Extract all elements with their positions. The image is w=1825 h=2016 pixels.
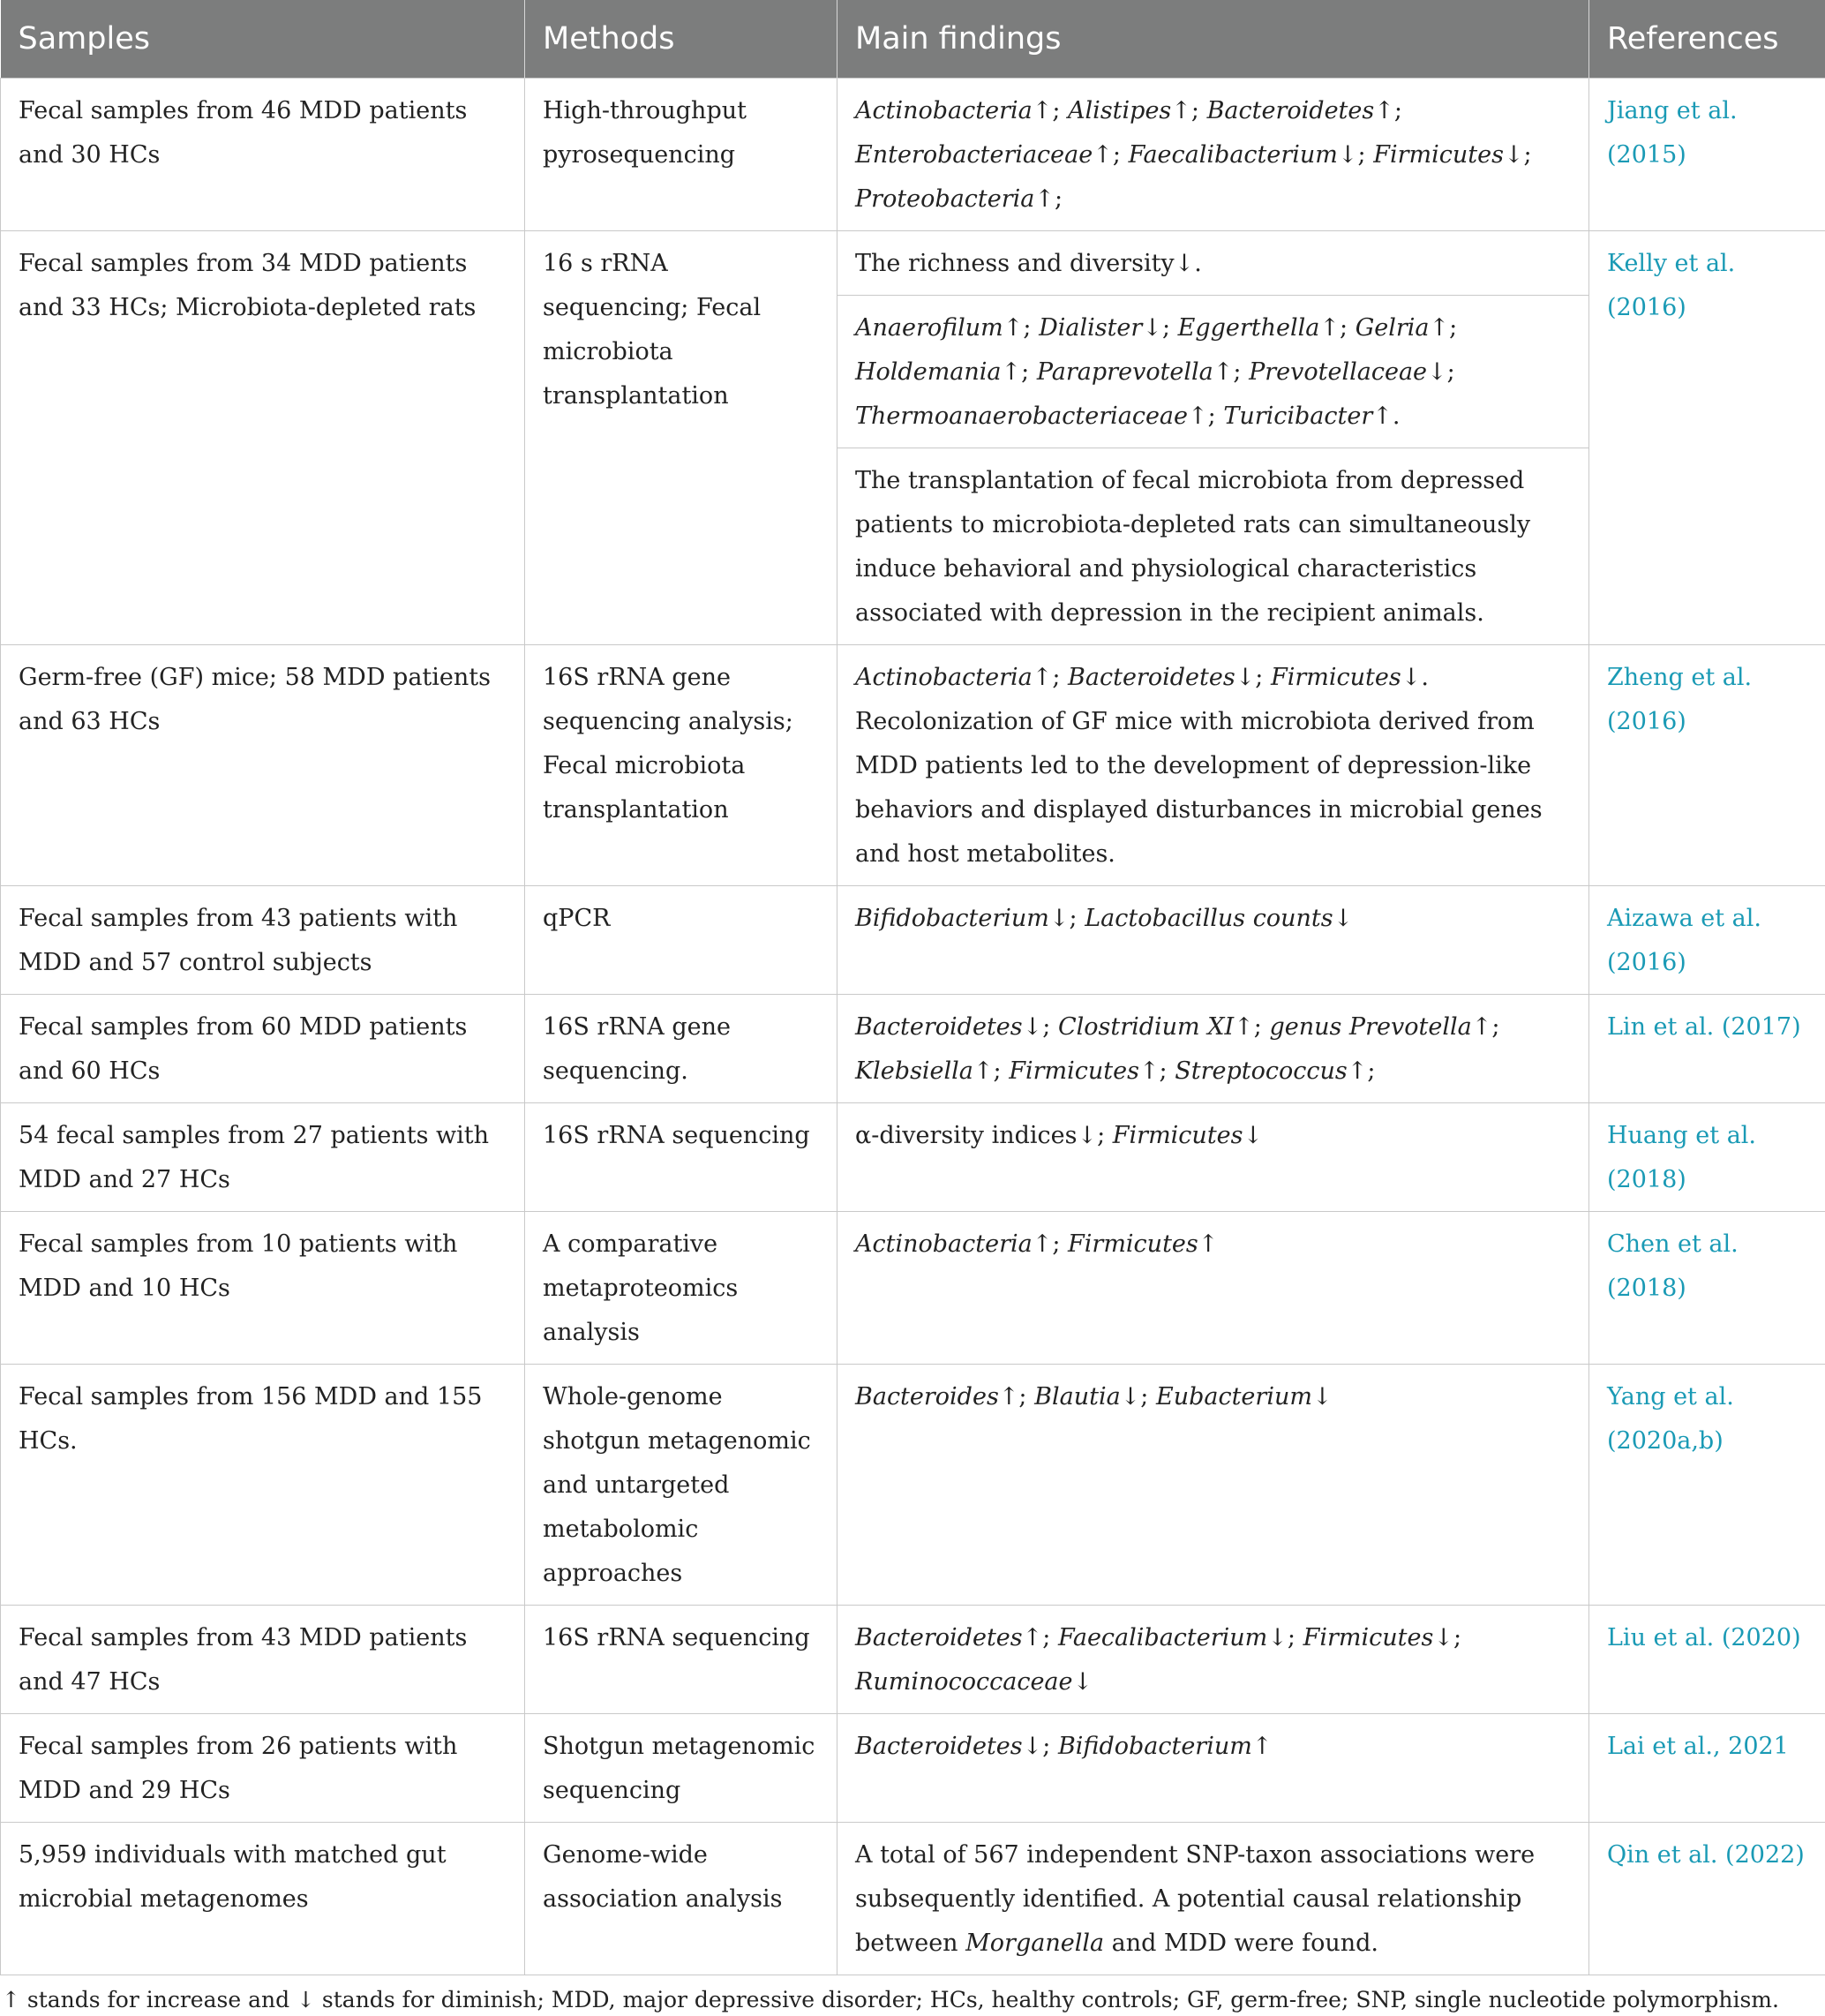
- header-main-findings: Main findings: [837, 0, 1589, 79]
- finding-text: The transplantation of fecal microbiota from depressed patients to microbiota-depleted rats can simultaneously induce behavioral and physiological characteristics associated with depression in the recipient animals.: [837, 448, 1588, 644]
- reference-link[interactable]: Jiang et al. (2015): [1589, 79, 1825, 231]
- cell-samples: Fecal samples from 156 MDD and 155 HCs.: [1, 1365, 525, 1606]
- cell-methods: Whole-genome shotgun metagenomic and untargeted metabolomic approaches: [525, 1365, 837, 1606]
- cell-methods: 16S rRNA sequencing: [525, 1606, 837, 1714]
- cell-methods: 16S rRNA sequencing: [525, 1103, 837, 1212]
- header-methods: Methods: [525, 0, 837, 79]
- cell-main-findings: [837, 1606, 1589, 1714]
- cell-samples: Fecal samples from 26 patients with MDD and 29 HCs: [1, 1714, 525, 1823]
- reference-link[interactable]: Lai et al., 2021: [1589, 1714, 1825, 1823]
- cell-main-findings: [837, 1212, 1589, 1365]
- finding-text: α-diversity indices↓; Firmicutes↓: [837, 1103, 1588, 1167]
- finding-text: Anaerofilum↑; Dialister↓; Eggerthella↑; Gelria↑; Holdemania↑; Paraprevotella↑; Prevotellaceae↓; Thermoanaerobacteriaceae↑; Turicibacter↑.: [837, 295, 1588, 448]
- cell-main-findings: [837, 995, 1589, 1103]
- reference-link[interactable]: Qin et al. (2022): [1589, 1823, 1825, 1975]
- finding-text: The richness and diversity↓.: [837, 231, 1588, 295]
- table-header: [1, 0, 1825, 79]
- table-row: [1, 1714, 1825, 1823]
- cell-methods: qPCR: [525, 886, 837, 995]
- finding-text: Actinobacteria↑; Firmicutes↑: [837, 1212, 1588, 1275]
- finding-text: Bacteroides↑; Blautia↓; Eubacterium↓: [837, 1365, 1588, 1428]
- table-row: [1, 1606, 1825, 1714]
- reference-link[interactable]: Zheng et al. (2016): [1589, 645, 1825, 886]
- cell-samples: 54 fecal samples from 27 patients with MDD and 27 HCs: [1, 1103, 525, 1212]
- cell-main-findings: [837, 231, 1589, 645]
- reference-link[interactable]: Lin et al. (2017): [1589, 995, 1825, 1103]
- reference-link[interactable]: Yang et al. (2020a,b): [1589, 1365, 1825, 1606]
- cell-methods: 16S rRNA gene sequencing.: [525, 995, 837, 1103]
- table-row: [1, 886, 1825, 995]
- reference-link[interactable]: Aizawa et al. (2016): [1589, 886, 1825, 995]
- cell-methods: A comparative metaproteomics analysis: [525, 1212, 837, 1365]
- finding-text: Bacteroidetes↓; Bifidobacterium↑: [837, 1714, 1588, 1778]
- finding-text: Bacteroidetes↑; Faecalibacterium↓; Firmicutes↓; Ruminococcaceae↓: [837, 1606, 1588, 1713]
- cell-samples: Fecal samples from 34 MDD patients and 33 HCs; Microbiota-depleted rats: [1, 231, 525, 645]
- finding-text: Actinobacteria↑; Alistipes↑; Bacteroidetes↑; Enterobacteriaceae↑; Faecalibacterium↓; Firmicutes↓; Proteobacteria↑;: [837, 79, 1588, 230]
- table-footnote: ↑ stands for increase and ↓ stands for diminish; MDD, major depressive disorder; HCs, healthy controls; GF, germ-free; SNP, single nucleotide polymorphism.: [0, 1975, 1825, 2016]
- table-row: [1, 1103, 1825, 1212]
- table-row: [1, 231, 1825, 645]
- table-row: [1, 645, 1825, 886]
- header-row: [1, 0, 1825, 79]
- cell-methods: Shotgun metagenomic sequencing: [525, 1714, 837, 1823]
- cell-samples: Fecal samples from 43 MDD patients and 47 HCs: [1, 1606, 525, 1714]
- table-row: [1, 1823, 1825, 1975]
- cell-main-findings: [837, 645, 1589, 886]
- cell-main-findings: [837, 1103, 1589, 1212]
- table-row: [1, 1212, 1825, 1365]
- cell-samples: Fecal samples from 60 MDD patients and 60 HCs: [1, 995, 525, 1103]
- header-samples: Samples: [1, 0, 525, 79]
- reference-link[interactable]: Kelly et al. (2016): [1589, 231, 1825, 645]
- cell-samples: Fecal samples from 46 MDD patients and 30 HCs: [1, 79, 525, 231]
- cell-samples: Fecal samples from 43 patients with MDD and 57 control subjects: [1, 886, 525, 995]
- cell-methods: Genome-wide association analysis: [525, 1823, 837, 1975]
- table-body: [1, 79, 1825, 1975]
- cell-samples: 5,959 individuals with matched gut microbial metagenomes: [1, 1823, 525, 1975]
- cell-main-findings: [837, 79, 1589, 231]
- reference-link[interactable]: Huang et al. (2018): [1589, 1103, 1825, 1212]
- finding-text: Actinobacteria↑; Bacteroidetes↓; Firmicutes↓. Recolonization of GF mice with microbiota derived from MDD patients led to the development of depression-like behaviors and displayed disturbances in microbial genes and host metabolites.: [837, 645, 1588, 885]
- cell-samples: Germ-free (GF) mice; 58 MDD patients and 63 HCs: [1, 645, 525, 886]
- cell-main-findings: [837, 1714, 1589, 1823]
- cell-main-findings: [837, 1823, 1589, 1975]
- cell-samples: Fecal samples from 10 patients with MDD and 10 HCs: [1, 1212, 525, 1365]
- table-row: [1, 79, 1825, 231]
- cell-methods: 16 s rRNA sequencing; Fecal microbiota transplantation: [525, 231, 837, 645]
- finding-text: Bacteroidetes↓; Clostridium XI↑; genus Prevotella↑; Klebsiella↑; Firmicutes↑; Streptococcus↑;: [837, 995, 1588, 1102]
- table-row: [1, 1365, 1825, 1606]
- header-references: References: [1589, 0, 1825, 79]
- cell-main-findings: [837, 886, 1589, 995]
- cell-methods: 16S rRNA gene sequencing analysis; Fecal microbiota transplantation: [525, 645, 837, 886]
- cell-methods: High-throughput pyrosequencing: [525, 79, 837, 231]
- cell-main-findings: [837, 1365, 1589, 1606]
- finding-text: Bifidobacterium↓; Lactobacillus counts↓: [837, 886, 1588, 950]
- reference-link[interactable]: Chen et al. (2018): [1589, 1212, 1825, 1365]
- reference-link[interactable]: Liu et al. (2020): [1589, 1606, 1825, 1714]
- table-row: [1, 995, 1825, 1103]
- finding-text: A total of 567 independent SNP-taxon associations were subsequently identified. A potential causal relationship between Morganella and MDD were found.: [837, 1823, 1588, 1975]
